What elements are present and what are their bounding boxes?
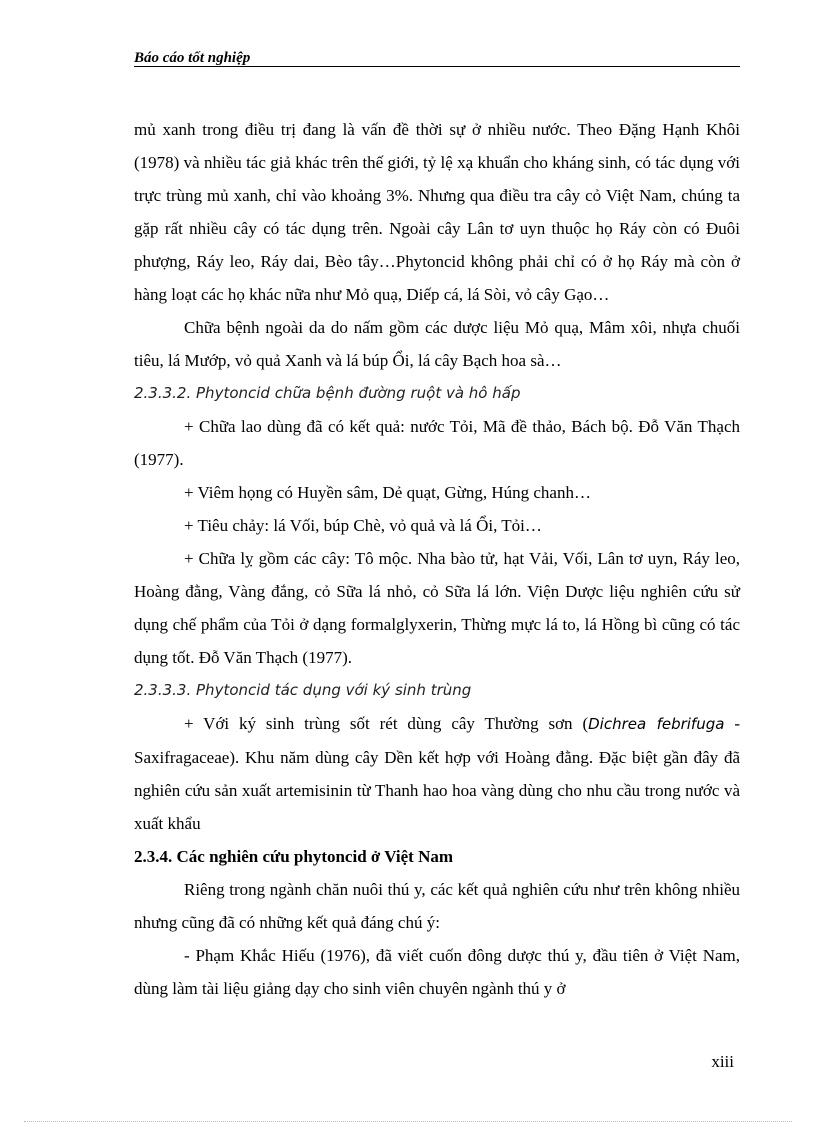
paragraph: Riêng trong ngành chăn nuôi thú y, các kết quả nghiên cứu như trên không nhiều nhưng cũng đã có những kết quả đáng chú ý: bbox=[134, 880, 740, 932]
scientific-name: Dichrea febrifuga bbox=[588, 715, 725, 733]
paragraph: + Chữa lao dùng đã có kết quả: nước Tỏi, Mã đề thảo, Bách bộ. Đỗ Văn Thạch (1977). bbox=[134, 417, 740, 469]
paragraph: Chữa bệnh ngoài da do nấm gồm các dược liệu Mỏ quạ, Mâm xôi, nhựa chuối tiêu, lá Mướp, vỏ quả Xanh và lá búp Ổi, lá cây Bạch hoa sà… bbox=[134, 318, 740, 370]
header-divider bbox=[134, 66, 740, 67]
document-header-title: Báo cáo tốt nghiệp bbox=[134, 50, 251, 66]
document-body bbox=[134, 113, 740, 1005]
section-heading: 2.3.3.2. Phytoncid chữa bệnh đường ruột và hô hấp bbox=[134, 384, 521, 402]
paragraph-text: - Saxifragaceae). Khu năm dùng cây Dền kết hợp với Hoàng đằng. Đặc biệt gần đây đã nghiên cứu sản xuất artemisinin từ Thanh hao hoa vàng dùng cho nhu cầu trong nước và xuất khẩu bbox=[134, 714, 740, 833]
section-heading: 2.3.3.3. Phytoncid tác dụng với ký sinh trùng bbox=[134, 681, 472, 699]
paragraph: + Tiêu chảy: lá Vối, búp Chè, vỏ quả và lá Ổi, Tỏi… bbox=[184, 516, 542, 535]
page-number: xiii bbox=[711, 1052, 734, 1071]
section-heading-bold: 2.3.4. Các nghiên cứu phytoncid ở Việt Nam bbox=[134, 847, 454, 866]
paragraph-text: + Với ký sinh trùng sốt rét dùng cây Thường sơn ( bbox=[184, 714, 589, 733]
paragraph: mủ xanh trong điều trị đang là vấn đề thời sự ở nhiều nước. Theo Đặng Hạnh Khôi (1978) và nhiều tác giả khác trên thế giới, tỷ lệ xạ khuẩn cho kháng sinh, có tác dụng với trực trùng mủ xanh, chỉ vào khoảng 3%. Nhưng qua điều tra cây cỏ Việt Nam, chúng ta gặp rất nhiều cây có tác dụng trên. Ngoài cây Lân tơ uyn thuộc họ Ráy còn có Đuôi phượng, Ráy leo, Ráy dai, Bèo tây…Phytoncid không phải chỉ có ở họ Ráy mà còn ở hàng loạt các họ khác nữa như Mỏ quạ, Diếp cá, lá Sòi, vỏ cây Gạo… bbox=[134, 120, 740, 304]
paragraph: - Phạm Khắc Hiếu (1976), đã viết cuốn đông dược thú y, đầu tiên ở Việt Nam, dùng làm tài liệu giảng dạy cho sinh viên chuyên ngành thú y ở bbox=[134, 946, 740, 998]
paragraph: + Viêm họng có Huyền sâm, Dẻ quạt, Gừng, Húng chanh… bbox=[184, 483, 591, 502]
paragraph: + Chữa lỵ gồm các cây: Tô mộc. Nha bào tử, hạt Vải, Vối, Lân tơ uyn, Ráy leo, Hoàng đằng, Vàng đắng, cỏ Sữa lá nhỏ, cỏ Sữa lá lớn. Viện Dược liệu nghiên cứu sử dụng chế phẩm của Tỏi ở dạng formalglyxerin, Thừng mực lá to, lá Hồng bì cũng có tác dụng tốt. Đỗ Văn Thạch (1977). bbox=[134, 549, 740, 667]
page-bottom-divider bbox=[24, 1121, 792, 1122]
paragraph bbox=[134, 707, 740, 840]
